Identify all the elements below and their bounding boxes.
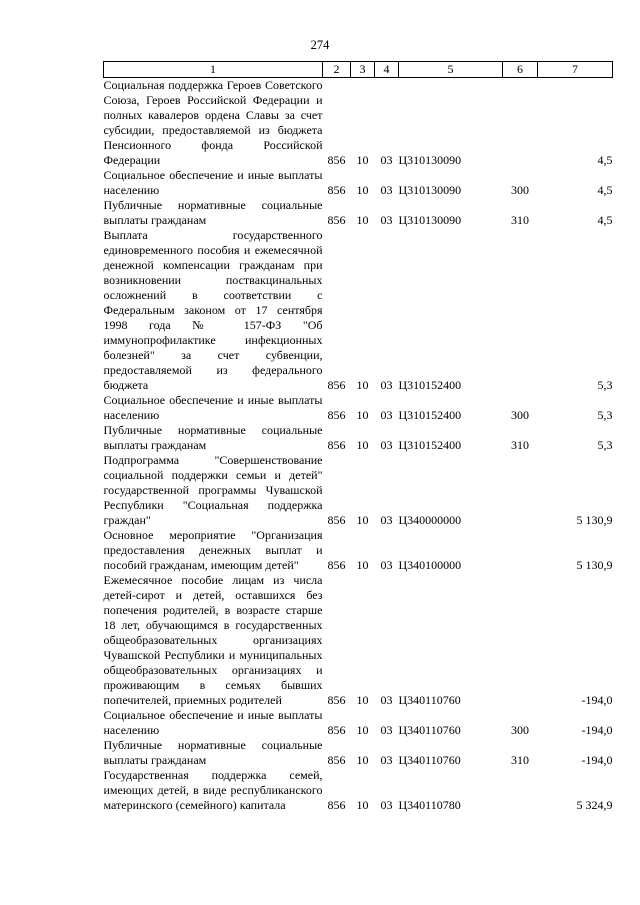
row-code-pr: 03 bbox=[380, 438, 393, 452]
table-row bbox=[104, 198, 613, 228]
row-code-csr: Ц340110760 bbox=[398, 693, 461, 707]
row-code-vr bbox=[503, 768, 538, 813]
row-code-rz: 10 bbox=[356, 723, 369, 737]
row-code-csr: Ц310130090 bbox=[398, 183, 462, 197]
row-code-vr: 300 bbox=[511, 408, 529, 422]
row-code-gr: 856 bbox=[327, 798, 346, 812]
row-description: Социальное обеспечение и иные выплаты населению bbox=[103, 168, 323, 197]
row-code-rz: 10 bbox=[356, 693, 369, 707]
row-code-gr: 856 bbox=[327, 408, 346, 422]
column-header: 5 bbox=[399, 62, 503, 78]
row-code-pr: 03 bbox=[380, 408, 393, 422]
row-code-gr: 856 bbox=[327, 153, 346, 167]
row-amount: 4,5 bbox=[597, 213, 613, 227]
row-amount: 5,3 bbox=[597, 408, 613, 422]
row-description: Публичные нормативные социальные выплаты гражданам bbox=[103, 198, 323, 227]
row-code-vr: 300 bbox=[511, 183, 529, 197]
row-code-rz: 10 bbox=[356, 798, 369, 812]
row-code-csr: Ц340110760 bbox=[398, 723, 461, 737]
row-amount: 5,3 bbox=[597, 378, 613, 392]
row-code-csr: Ц340000000 bbox=[398, 513, 462, 527]
row-description: Публичные нормативные социальные выплаты гражданам bbox=[103, 738, 323, 767]
row-code-pr: 03 bbox=[380, 378, 393, 392]
row-code-vr bbox=[503, 528, 538, 573]
row-code-rz: 10 bbox=[356, 753, 369, 767]
table-header-row bbox=[104, 62, 613, 78]
row-code-csr: Ц310152400 bbox=[398, 378, 462, 392]
table-row bbox=[104, 78, 613, 169]
table-row bbox=[104, 708, 613, 738]
column-header: 6 bbox=[503, 62, 538, 78]
table-row bbox=[104, 768, 613, 813]
row-code-gr: 856 bbox=[327, 753, 346, 767]
row-code-gr: 856 bbox=[327, 513, 346, 527]
table-row bbox=[104, 738, 613, 768]
row-code-pr: 03 bbox=[380, 513, 393, 527]
row-amount: 5 130,9 bbox=[576, 558, 613, 572]
row-code-pr: 03 bbox=[380, 753, 393, 767]
row-code-rz: 10 bbox=[356, 513, 369, 527]
table-row bbox=[104, 168, 613, 198]
row-code-pr: 03 bbox=[380, 183, 393, 197]
row-code-csr: Ц310152400 bbox=[398, 408, 462, 422]
row-code-csr: Ц340110780 bbox=[398, 798, 461, 812]
row-code-vr: 310 bbox=[511, 438, 529, 452]
row-description: Выплата государственного единовременного пособия и ежемесячной денежной компенсации гражданам при возникновении поствакцинальных осложнений в соответствии с Федеральным законом от 17 сентября 1998 года № 157-ФЗ "Об иммунопрофилактике инфекционных болезней" за счет субвенции, предоставляемой из федерального бюджета bbox=[103, 228, 323, 392]
table-row bbox=[104, 528, 613, 573]
row-code-gr: 856 bbox=[327, 378, 346, 392]
column-header: 1 bbox=[104, 62, 323, 78]
column-header: 4 bbox=[375, 62, 399, 78]
row-description: Основное мероприятие "Организация предоставления денежных выплат и пособий гражданам, имеющим детей" bbox=[103, 528, 323, 572]
page-number: 274 bbox=[310, 38, 330, 52]
table-row bbox=[104, 393, 613, 423]
row-code-csr: Ц310130090 bbox=[398, 153, 462, 167]
row-code-csr: Ц340110760 bbox=[398, 753, 461, 767]
table-row bbox=[104, 573, 613, 708]
row-code-vr bbox=[503, 228, 538, 393]
row-code-gr: 856 bbox=[327, 558, 346, 572]
budget-table bbox=[103, 61, 613, 813]
row-code-pr: 03 bbox=[380, 213, 393, 227]
row-code-vr: 300 bbox=[511, 723, 529, 737]
row-code-csr: Ц340100000 bbox=[398, 558, 462, 572]
row-code-gr: 856 bbox=[327, 438, 346, 452]
row-amount: 5 130,9 bbox=[576, 513, 613, 527]
row-code-rz: 10 bbox=[356, 213, 369, 227]
row-amount: -194,0 bbox=[581, 723, 613, 737]
row-code-rz: 10 bbox=[356, 438, 369, 452]
row-code-csr: Ц310152400 bbox=[398, 438, 462, 452]
row-code-vr: 310 bbox=[511, 213, 529, 227]
row-code-csr: Ц310130090 bbox=[398, 213, 462, 227]
row-code-rz: 10 bbox=[356, 378, 369, 392]
row-description: Государственная поддержка семей, имеющих детей, в виде республиканского материнского (семейного) капитала bbox=[103, 768, 323, 812]
row-code-rz: 10 bbox=[356, 183, 369, 197]
row-amount: 4,5 bbox=[597, 153, 613, 167]
row-amount: -194,0 bbox=[581, 693, 613, 707]
row-description: Ежемесячное пособие лицам из числа детей-сирот и детей, оставшихся без попечения родителей, в возрасте старше 18 лет, обучающимся в государственных общеобразовательных организациях Чувашской Республики и муниципальных общеобразовательных организациях и проживающим в семьях бывших попечителей, приемных родителей bbox=[103, 573, 323, 707]
row-amount: 5 324,9 bbox=[576, 798, 613, 812]
row-amount: 5,3 bbox=[597, 438, 613, 452]
table-row bbox=[104, 228, 613, 393]
row-description: Социальное обеспечение и иные выплаты населению bbox=[103, 708, 323, 737]
row-amount: 4,5 bbox=[597, 183, 613, 197]
row-code-vr bbox=[503, 453, 538, 528]
row-code-pr: 03 bbox=[380, 558, 393, 572]
table-row bbox=[104, 453, 613, 528]
row-description: Социальная поддержка Героев Советского Союза, Героев Российской Федерации и полных кавалеров ордена Славы за счет субсидии, предоставляемой из бюджета Пенсионного фонда Российской Федерации bbox=[103, 78, 323, 167]
row-code-rz: 10 bbox=[356, 408, 369, 422]
row-code-gr: 856 bbox=[327, 183, 346, 197]
row-description: Публичные нормативные социальные выплаты гражданам bbox=[103, 423, 323, 452]
row-description: Социальное обеспечение и иные выплаты населению bbox=[103, 393, 323, 422]
row-code-pr: 03 bbox=[380, 723, 393, 737]
row-code-vr bbox=[503, 78, 538, 169]
row-code-pr: 03 bbox=[380, 693, 393, 707]
column-header: 7 bbox=[538, 62, 613, 78]
row-code-gr: 856 bbox=[327, 693, 346, 707]
row-code-gr: 856 bbox=[327, 213, 346, 227]
row-amount: -194,0 bbox=[581, 753, 613, 767]
row-description: Подпрограмма "Совершенствование социальной поддержки семьи и детей" государственной программы Чувашской Республики "Социальная поддержка граждан" bbox=[103, 453, 323, 527]
row-code-rz: 10 bbox=[356, 558, 369, 572]
column-header: 2 bbox=[323, 62, 351, 78]
row-code-vr: 310 bbox=[511, 753, 529, 767]
row-code-pr: 03 bbox=[380, 798, 393, 812]
row-code-gr: 856 bbox=[327, 723, 346, 737]
row-code-vr bbox=[503, 573, 538, 708]
column-header: 3 bbox=[351, 62, 375, 78]
table-row bbox=[104, 423, 613, 453]
row-code-pr: 03 bbox=[380, 153, 393, 167]
row-code-rz: 10 bbox=[356, 153, 369, 167]
